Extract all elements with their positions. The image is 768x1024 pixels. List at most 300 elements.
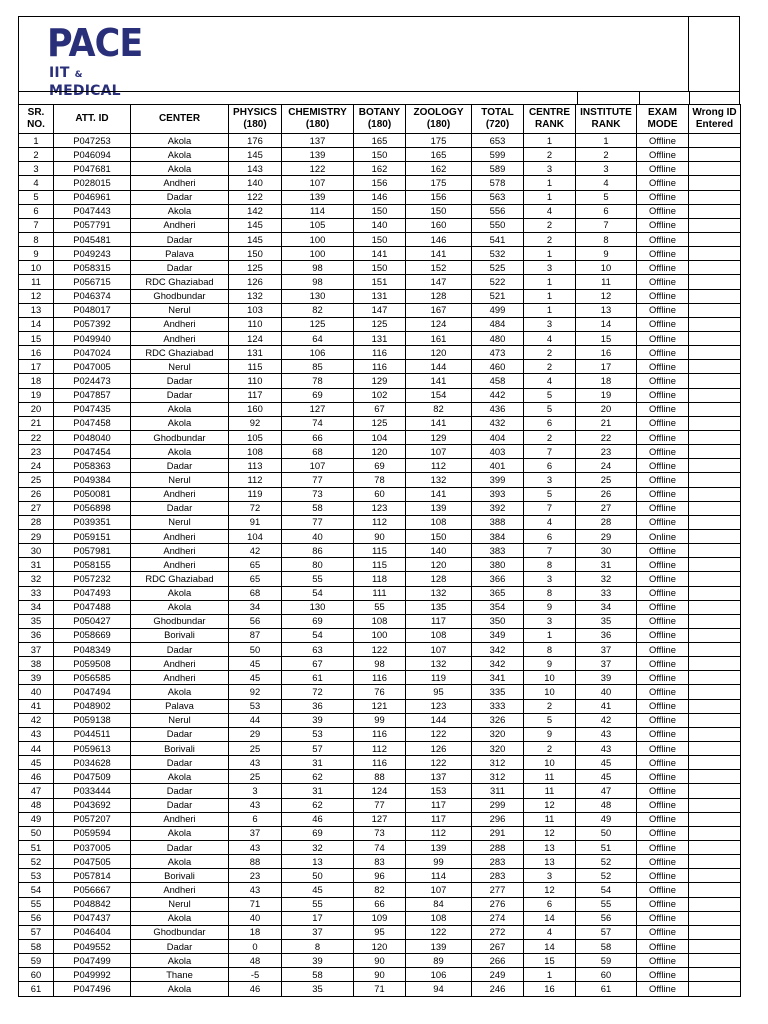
table-cell: 105 [282,218,354,232]
table-cell: 71 [229,897,282,911]
table-cell: 1 [524,247,576,261]
table-cell: 66 [282,430,354,444]
table-cell: Andheri [131,487,229,501]
table-row [19,940,741,954]
column-header [131,105,229,134]
table-cell: 350 [472,614,524,628]
table-header-row [19,105,741,134]
table-cell: 25 [576,473,637,487]
table-cell: Offline [637,784,689,798]
table-cell [689,289,741,303]
table-cell: 55 [576,897,637,911]
table-cell: 653 [472,134,524,148]
table-cell: RDC Ghaziabad [131,346,229,360]
table-cell: 2 [524,742,576,756]
table-cell: 129 [406,430,472,444]
table-cell: Offline [637,643,689,657]
table-cell: P047857 [54,388,131,402]
table-row [19,968,741,982]
table-cell: Offline [637,911,689,925]
table-cell: 139 [282,190,354,204]
table-cell: 144 [406,360,472,374]
table-cell: 125 [354,416,406,430]
table-row [19,346,741,360]
table-row [19,190,741,204]
table-cell: 349 [472,628,524,642]
table-cell: Offline [637,544,689,558]
table-cell: 150 [354,204,406,218]
table-cell: P058315 [54,261,131,275]
table-cell: 142 [229,204,282,218]
table-cell: 312 [472,770,524,784]
column-header-line: (180) [367,119,392,130]
table-cell: 6 [524,897,576,911]
table-cell: 3 [576,162,637,176]
table-cell: 112 [354,742,406,756]
table-cell: P049552 [54,940,131,954]
table-cell: 3 [524,261,576,275]
table-cell: 132 [406,657,472,671]
table-row [19,699,741,713]
table-cell: 2 [524,699,576,713]
table-cell: 109 [354,911,406,925]
table-cell: P059594 [54,826,131,840]
table-cell: 117 [229,388,282,402]
table-cell: 71 [354,982,406,996]
table-cell: 165 [354,134,406,148]
table-cell: Borivali [131,742,229,756]
table-cell: 107 [406,883,472,897]
table-cell: 167 [406,303,472,317]
table-cell: 29 [19,529,54,543]
table-cell: 44 [229,713,282,727]
table-cell: 34 [19,600,54,614]
table-cell: 128 [406,289,472,303]
table-cell: 98 [282,275,354,289]
table-cell: 57 [19,925,54,939]
table-cell: 40 [576,685,637,699]
table-row [19,614,741,628]
table-cell: 90 [354,968,406,982]
table-cell: Nerul [131,303,229,317]
table-cell: P034628 [54,756,131,770]
spacer-divider [577,92,578,104]
table-cell: 299 [472,798,524,812]
table-cell: 403 [472,445,524,459]
table-cell: 525 [472,261,524,275]
table-cell: 5 [19,190,54,204]
table-cell: 9 [576,247,637,261]
table-cell: 31 [282,756,354,770]
table-cell: Offline [637,346,689,360]
table-cell: 48 [576,798,637,812]
table-cell: Offline [637,430,689,444]
column-header-line: CENTER [158,113,201,124]
column-header-line: ATT. ID [75,113,109,124]
table-cell: 112 [406,826,472,840]
column-header [472,105,524,134]
table-cell: RDC Ghaziabad [131,275,229,289]
table-cell: 48 [229,954,282,968]
table-cell: P056667 [54,883,131,897]
header-spacer [18,91,740,104]
table-cell: 392 [472,501,524,515]
table-cell: 144 [406,713,472,727]
table-cell [689,148,741,162]
table-cell: 42 [229,544,282,558]
table-row [19,134,741,148]
table-cell: 25 [229,770,282,784]
table-cell: 7 [524,445,576,459]
table-cell [689,614,741,628]
table-cell [689,247,741,261]
spacer-divider [639,92,640,104]
table-cell: P049992 [54,968,131,982]
table-cell: 106 [282,346,354,360]
table-cell: 36 [576,628,637,642]
table-cell: Offline [637,232,689,246]
table-cell: P047493 [54,586,131,600]
table-cell: 320 [472,727,524,741]
table-cell: Offline [637,572,689,586]
table-row [19,162,741,176]
table-cell: 39 [19,671,54,685]
table-cell: 3 [524,317,576,331]
table-cell: 58 [576,940,637,954]
table-cell: Offline [637,727,689,741]
table-cell: 116 [354,360,406,374]
table-cell: 18 [19,374,54,388]
table-cell: 404 [472,430,524,444]
table-cell [689,232,741,246]
table-cell: 17 [576,360,637,374]
table-cell: 107 [282,459,354,473]
table-cell: P058669 [54,628,131,642]
table-cell: 39 [282,954,354,968]
table-cell: 162 [406,162,472,176]
table-row [19,770,741,784]
table-cell: Offline [637,515,689,529]
table-cell: 43 [576,742,637,756]
table-cell: Dadar [131,261,229,275]
table-cell: P047458 [54,416,131,430]
table-cell: 62 [282,798,354,812]
column-header [637,105,689,134]
table-cell: 125 [229,261,282,275]
table-cell: 35 [576,614,637,628]
column-header-line: NO. [27,119,45,130]
table-cell: 7 [524,501,576,515]
table-cell: 146 [406,232,472,246]
table-cell: P047443 [54,204,131,218]
table-cell: 50 [282,869,354,883]
table-cell: 40 [282,529,354,543]
table-cell: 48 [19,798,54,812]
table-cell: 95 [354,925,406,939]
table-cell: Dadar [131,756,229,770]
table-cell: P047454 [54,445,131,459]
table-row [19,275,741,289]
table-cell: 541 [472,232,524,246]
table-cell: -5 [229,968,282,982]
table-cell: 41 [576,699,637,713]
table-row [19,374,741,388]
column-header-line: Wrong ID [692,107,737,118]
table-cell: 131 [229,346,282,360]
table-cell: 7 [524,544,576,558]
table-cell: 50 [19,826,54,840]
table-cell: 522 [472,275,524,289]
table-cell: 342 [472,643,524,657]
table-cell [689,699,741,713]
table-cell: 27 [19,501,54,515]
table-cell: P028015 [54,176,131,190]
table-cell: 88 [229,855,282,869]
table-cell [689,473,741,487]
column-header-line: CHEMISTRY [288,107,347,118]
table-cell: 393 [472,487,524,501]
table-cell: 49 [576,812,637,826]
table-cell: 153 [406,784,472,798]
table-cell: P059138 [54,713,131,727]
table-row [19,600,741,614]
table-cell: 40 [229,911,282,925]
table-cell: 24 [576,459,637,473]
table-cell: 32 [282,841,354,855]
table-cell: 160 [406,218,472,232]
table-cell: Akola [131,134,229,148]
table-cell: 131 [354,289,406,303]
table-cell: 108 [229,445,282,459]
table-row [19,416,741,430]
table-cell: 30 [576,544,637,558]
table-cell: 13 [524,841,576,855]
table-cell: 141 [354,247,406,261]
table-row [19,402,741,416]
table-cell: 45 [282,883,354,897]
table-cell: 274 [472,911,524,925]
column-header [282,105,354,134]
table-cell: P047496 [54,982,131,996]
table-cell: 276 [472,897,524,911]
table-cell: Dadar [131,190,229,204]
table-cell: P050427 [54,614,131,628]
table-cell: 23 [229,869,282,883]
table-cell: 3 [524,869,576,883]
table-cell: Offline [637,247,689,261]
table-cell: P049384 [54,473,131,487]
table-cell [689,303,741,317]
table-cell: 16 [19,346,54,360]
table-cell: P059613 [54,742,131,756]
table-cell: 9 [19,247,54,261]
table-row [19,289,741,303]
table-cell: 69 [282,826,354,840]
table-row [19,572,741,586]
table-cell: 6 [524,459,576,473]
column-header-line: CENTRE [528,107,571,118]
table-cell [689,402,741,416]
column-header-line: ZOOLOGY [413,107,464,118]
column-header [229,105,282,134]
table-cell: 86 [282,544,354,558]
table-cell: 52 [576,855,637,869]
table-cell: 18 [229,925,282,939]
table-cell [689,331,741,345]
table-cell: 122 [229,190,282,204]
table-cell: Offline [637,925,689,939]
table-cell: P046374 [54,289,131,303]
table-cell: 61 [576,982,637,996]
table-cell: P059508 [54,657,131,671]
table-cell: P047435 [54,402,131,416]
table-cell: 139 [282,148,354,162]
table-cell: 147 [406,275,472,289]
table-row [19,515,741,529]
table-cell: 98 [354,657,406,671]
table-cell [689,798,741,812]
table-cell: P047253 [54,134,131,148]
table-cell: 4 [524,925,576,939]
table-cell: 73 [354,826,406,840]
table-cell: P037005 [54,841,131,855]
table-cell [689,968,741,982]
table-cell: P048017 [54,303,131,317]
table-cell: 100 [282,247,354,261]
table-cell: 124 [406,317,472,331]
table-cell: 296 [472,812,524,826]
column-header-line: TOTAL [481,107,514,118]
table-cell: 107 [282,176,354,190]
sheet-header [18,16,740,99]
table-cell: Dadar [131,727,229,741]
table-cell: 44 [19,742,54,756]
table-cell: 107 [406,643,472,657]
column-header-line: Entered [695,119,734,130]
table-row [19,473,741,487]
table-cell: 473 [472,346,524,360]
table-cell: P058363 [54,459,131,473]
table-cell: 1 [576,134,637,148]
table-cell: 106 [406,968,472,982]
table-cell: 122 [406,756,472,770]
table-cell: 143 [229,162,282,176]
column-header [689,105,741,134]
table-cell: 83 [354,855,406,869]
table-cell: 78 [354,473,406,487]
table-cell: 130 [282,289,354,303]
table-row [19,911,741,925]
column-header [354,105,406,134]
table-cell: P059151 [54,529,131,543]
table-row [19,742,741,756]
table-cell: 84 [406,897,472,911]
logo-sub-b: MEDICAL [49,83,121,99]
table-cell: 21 [576,416,637,430]
table-cell: 69 [282,388,354,402]
table-cell: 3 [524,572,576,586]
table-cell: 47 [19,784,54,798]
table-row [19,148,741,162]
table-cell: 72 [229,501,282,515]
table-cell: 141 [406,416,472,430]
table-cell [689,600,741,614]
table-cell: 521 [472,289,524,303]
table-cell [689,657,741,671]
table-cell: 1 [524,303,576,317]
table-cell: 4 [19,176,54,190]
table-cell: P048902 [54,699,131,713]
table-cell [689,954,741,968]
table-cell: 80 [282,558,354,572]
table-cell: 13 [19,303,54,317]
table-cell: 36 [282,699,354,713]
table-cell: 18 [576,374,637,388]
table-cell: 37 [576,657,637,671]
table-cell: 146 [354,190,406,204]
table-cell [689,572,741,586]
table-cell: 120 [354,940,406,954]
table-cell [689,529,741,543]
table-cell: 87 [229,628,282,642]
table-cell: Offline [637,459,689,473]
table-cell: Borivali [131,869,229,883]
table-cell: 2 [524,360,576,374]
table-cell: Akola [131,162,229,176]
table-cell: 129 [354,374,406,388]
spacer-divider [689,92,690,104]
table-cell: 135 [406,600,472,614]
table-cell: 15 [576,331,637,345]
table-cell: 1 [524,134,576,148]
table-cell: 120 [406,346,472,360]
table-cell [689,628,741,642]
table-cell: 8 [282,940,354,954]
table-cell: P047024 [54,346,131,360]
table-cell: 20 [19,402,54,416]
table-cell: 92 [229,685,282,699]
table-cell: Nerul [131,515,229,529]
table-cell: 58 [282,501,354,515]
table-cell: 16 [576,346,637,360]
table-row [19,529,741,543]
table-cell: 5 [524,402,576,416]
table-cell [689,742,741,756]
table-cell: 335 [472,685,524,699]
table-cell: 563 [472,190,524,204]
table-cell: 62 [282,770,354,784]
table-cell: 95 [406,685,472,699]
table-cell: 115 [229,360,282,374]
table-cell: 40 [19,685,54,699]
table-cell: 22 [576,430,637,444]
table-cell: 117 [406,812,472,826]
table-cell: Akola [131,911,229,925]
table-cell: 30 [19,544,54,558]
table-cell: Offline [637,162,689,176]
table-cell: 150 [229,247,282,261]
table-cell: 4 [576,176,637,190]
table-cell: Offline [637,770,689,784]
table-cell: 55 [282,572,354,586]
table-cell: Akola [131,416,229,430]
table-cell: 28 [576,515,637,529]
table-cell: 25 [19,473,54,487]
table-cell: Dadar [131,784,229,798]
table-cell: 100 [282,232,354,246]
table-row [19,430,741,444]
table-cell: 31 [282,784,354,798]
